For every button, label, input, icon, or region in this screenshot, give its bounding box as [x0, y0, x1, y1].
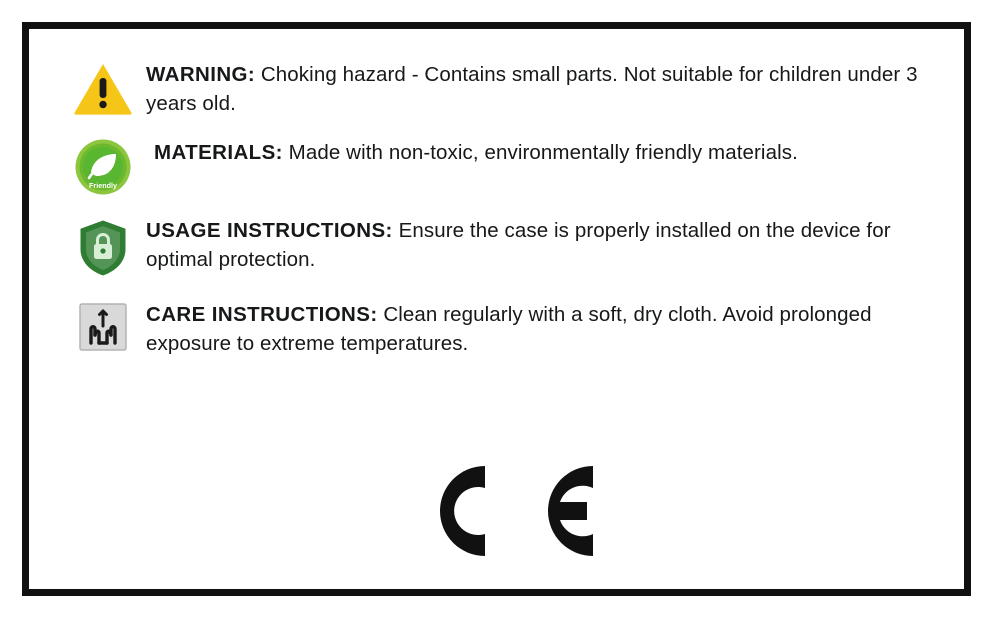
care-text [146, 298, 933, 358]
materials-icon-cell [60, 136, 146, 196]
warning-heading: WARNING: [146, 63, 256, 86]
usage-body: Ensure the case is properly installed on the device for optimal protection. [146, 219, 891, 272]
care-body: Clean regularly with a soft, dry cloth. Avoid prolonged exposure to extreme temperatures. [146, 303, 872, 356]
shield-protection-icon [75, 216, 131, 280]
usage-text [146, 214, 933, 274]
warning-text [146, 60, 933, 118]
warning-body: Choking hazard - Contains small parts. Not suitable for children under 3 years old. [146, 63, 918, 116]
usage-heading: USAGE INSTRUCTIONS: [146, 219, 393, 243]
ce-mark-area [60, 452, 933, 570]
svg-text:Friendly: Friendly [89, 181, 117, 191]
label-content [60, 60, 933, 578]
list-item [60, 60, 933, 118]
warning-icon-cell [60, 60, 146, 116]
ce-conformity-mark [397, 452, 597, 570]
list-item [60, 298, 933, 358]
handle-with-care-icon [78, 302, 128, 352]
materials-body: Made with non-toxic, environmentally friendly materials. [282, 141, 798, 165]
materials-text [146, 136, 933, 167]
care-heading: CARE INSTRUCTIONS: [146, 303, 378, 327]
label-rows [60, 60, 933, 358]
eco-friendly-leaf-icon [74, 138, 132, 196]
usage-icon-cell [60, 214, 146, 280]
care-icon-cell [60, 298, 146, 352]
warning-triangle-icon [73, 62, 133, 116]
list-item [60, 136, 933, 196]
list-item [60, 214, 933, 280]
materials-heading: MATERIALS: [154, 141, 283, 165]
